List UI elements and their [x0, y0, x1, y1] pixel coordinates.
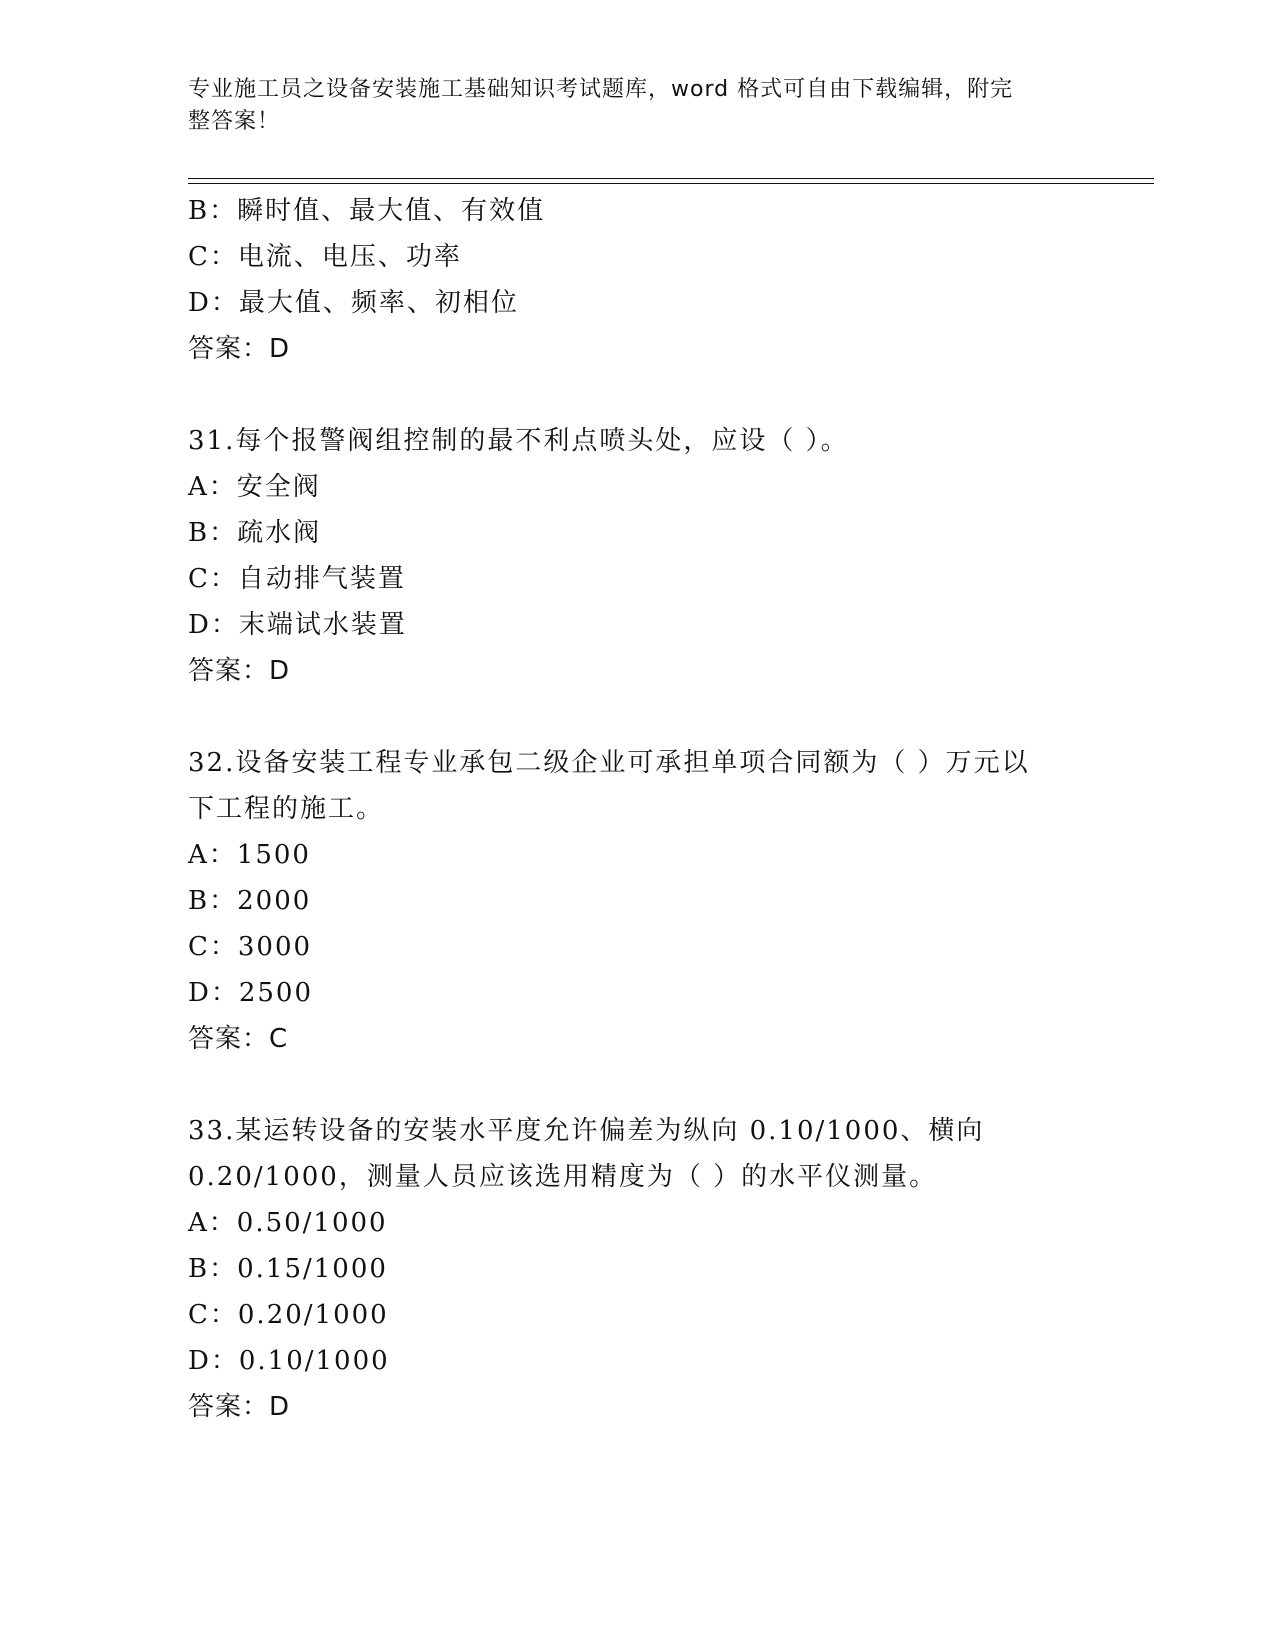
question-32: [188, 740, 1088, 1062]
question-32-answer: 答案：C: [188, 1024, 289, 1054]
spacer: [188, 1062, 1088, 1108]
question-32-option-a: A：1500: [188, 840, 311, 870]
question-32-text-line-1: 32.设备安装工程专业承包二级企业可承担单项合同额为（ ）万元以: [188, 748, 1030, 778]
question-32-text-line-2: 下工程的施工。: [188, 794, 385, 824]
question-33-text-line-1: 33.某运转设备的安装水平度允许偏差为纵向 0.10/1000、横向: [188, 1116, 985, 1146]
question-31-text: 31.每个报警阀组控制的最不利点喷头处，应设（ ）。: [188, 426, 849, 456]
question-33-option-a: A：0.50/1000: [188, 1208, 388, 1238]
question-33: [188, 1108, 1088, 1430]
question-30-option-b: B：瞬时值、最大值、有效值: [188, 196, 546, 226]
document-header: [188, 74, 1068, 138]
header-line-1: 专业施工员之设备安装施工基础知识考试题库，word 格式可自由下载编辑，附完: [188, 77, 1014, 102]
question-list: [188, 188, 1088, 1430]
question-33-option-b: B：0.15/1000: [188, 1254, 388, 1284]
question-33-option-c: C：0.20/1000: [188, 1300, 389, 1330]
spacer: [188, 372, 1088, 418]
spacer: [188, 694, 1088, 740]
question-31-option-c: C：自动排气装置: [188, 564, 406, 594]
question-31-option-a: A：安全阀: [188, 472, 321, 502]
question-30-option-d: D：最大值、频率、初相位: [188, 288, 519, 318]
question-33-text-line-2: 0.20/1000，测量人员应该选用精度为（ ）的水平仪测量。: [188, 1162, 938, 1192]
question-30: [188, 188, 1088, 372]
question-32-option-b: B：2000: [188, 886, 312, 916]
header-divider-top: [188, 178, 1154, 179]
question-30-option-c: C：电流、电压、功率: [188, 242, 462, 272]
question-32-option-d: D：2500: [188, 978, 314, 1008]
question-30-answer: 答案：D: [188, 334, 291, 364]
question-31-option-b: B：疏水阀: [188, 518, 322, 548]
header-line-2: 整答案！: [188, 109, 281, 134]
question-33-option-d: D：0.10/1000: [188, 1346, 390, 1376]
question-33-answer: 答案：D: [188, 1392, 291, 1422]
question-31-answer: 答案：D: [188, 656, 291, 686]
header-divider-bottom: [188, 183, 1154, 184]
question-31: [188, 418, 1088, 694]
question-31-option-d: D：末端试水装置: [188, 610, 407, 640]
question-32-option-c: C：3000: [188, 932, 313, 962]
